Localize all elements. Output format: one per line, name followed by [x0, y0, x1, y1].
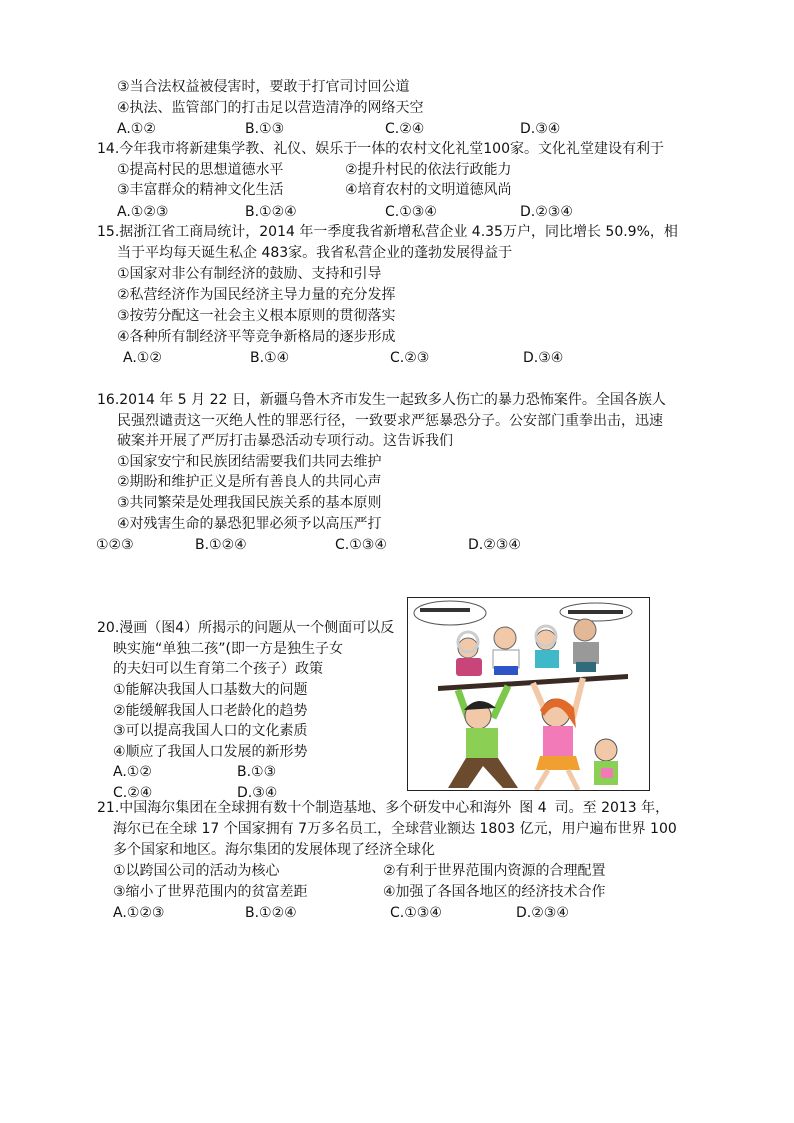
question-stem: 当于平均每天诞生私企 483家。我省私营企业的蓬勃发展得益于	[117, 245, 513, 261]
option-statement: ①国家安宁和民族团结需要我们共同去维护	[117, 454, 382, 470]
answer-choice-a: ①②③	[96, 537, 134, 553]
question-stem: 映实施“单独二孩”(即一方是独生子女	[113, 641, 343, 657]
option-statement: ④对残害生命的暴恐犯罪必须予以高压严打	[117, 516, 382, 532]
answer-choice-a: A.①②③	[117, 204, 169, 220]
answer-choice-c: C.②④	[385, 121, 425, 137]
question-stem: 司。至 2013 年，	[554, 800, 670, 816]
option-statement: ②私营经济作为国民经济主导力量的充分发挥	[117, 287, 396, 303]
figure-caption: 图 4	[519, 800, 547, 816]
option-statement: ④执法、监管部门的打击足以营造清净的网络天空	[117, 100, 424, 116]
option-statement: ①提高村民的思想道德水平	[117, 162, 284, 178]
speech-bubble	[414, 601, 486, 625]
question-stem: 20.漫画（图4）所揭示的问题从一个侧面可以反	[97, 620, 395, 636]
speech-scribble	[568, 610, 623, 614]
question-stem: 的夫妇可以生育第二个孩子）政策	[113, 661, 323, 677]
option-statement: ②有利于世界范围内资源的合理配置	[383, 863, 606, 879]
option-statement: ④顺应了我国人口发展的新形势	[113, 744, 308, 760]
answer-choice-b: B.①②④	[245, 204, 297, 220]
question-stem: 21.中国海尔集团在全球拥有数十个制造基地、多个研发中心和海外	[97, 800, 512, 816]
answer-choice-c: C.①③④	[390, 905, 442, 921]
question-stem: 海尔已在全球 17 个国家拥有 7万多名员工，全球营业额达 1803 亿元，用户遍布世界 100	[113, 821, 677, 837]
answer-choice-c: C.①③④	[335, 537, 387, 553]
answer-choice-b: B.①③	[237, 764, 277, 780]
option-statement: ①国家对非公有制经济的鼓励、支持和引导	[117, 266, 382, 282]
answer-choice-a: A.①②	[123, 350, 162, 366]
question-stem: 15.据浙江省工商局统计，2014 年一季度我省新增私营企业 4.35万户，同比增长 50.9%，相	[97, 224, 678, 240]
option-statement: ④加强了各国各地区的经济技术合作	[383, 884, 606, 900]
option-statement: ③共同繁荣是处理我国民族关系的基本原则	[117, 495, 382, 511]
question-stem: 16.2014 年 5 月 22 日，新疆乌鲁木齐市发生一起致多人伤亡的暴力恐怖案件。全国各族人	[97, 392, 666, 408]
answer-choice-d: D.②③④	[468, 537, 521, 553]
question-stem: 多个国家和地区。海尔集团的发展体现了经济全球化	[113, 842, 435, 858]
option-statement: ①能解决我国人口基数大的问题	[113, 682, 308, 698]
answer-choice-a: A.①②	[117, 121, 156, 137]
option-statement: ②期盼和维护正义是所有善良人的共同心声	[117, 474, 382, 490]
question-stem: 破案并开展了严厉打击暴恐活动专项行动。这告诉我们	[117, 433, 453, 449]
option-statement: ③可以提高我国人口的文化素质	[113, 723, 308, 739]
cartoon-illustration	[408, 598, 650, 791]
option-statement: ③缩小了世界范围内的贫富差距	[113, 884, 308, 900]
option-statement: ①以跨国公司的活动为核心	[113, 863, 280, 879]
answer-choice-a: A.①②	[113, 764, 152, 780]
question-stem: 14.今年我市将新建集学教、礼仪、娱乐于一体的农村文化礼堂100家。文化礼堂建设有利于	[97, 141, 664, 157]
answer-choice-c: C.②③	[390, 350, 430, 366]
cartoon-figure-4	[407, 597, 650, 791]
option-statement: ②提升村民的依法行政能力	[345, 162, 512, 178]
answer-choice-c: C.②④	[113, 785, 153, 801]
answer-choice-d: D.③④	[237, 785, 278, 801]
option-statement: ④各种所有制经济平等竞争新格局的逐步形成	[117, 329, 396, 345]
answer-choice-d: D.②③④	[520, 204, 573, 220]
answer-choice-d: D.③④	[520, 121, 561, 137]
option-statement: ④培育农村的文明道德风尚	[345, 182, 512, 198]
answer-choice-b: B.①②④	[195, 537, 247, 553]
answer-choice-b: B.①③	[245, 121, 285, 137]
option-statement: ③丰富群众的精神文化生活	[117, 182, 284, 198]
question-stem: 民强烈谴责这一灭绝人性的罪恶行径，一致要求严惩暴恐分子。公安部门重拳出击，迅速	[117, 413, 663, 429]
answer-choice-d: D.③④	[523, 350, 564, 366]
answer-choice-c: C.①③④	[385, 204, 437, 220]
option-statement: ③按劳分配这一社会主义根本原则的贯彻落实	[117, 308, 396, 324]
question-21-first-line	[97, 799, 669, 817]
answer-choice-b: B.①②④	[245, 905, 297, 921]
option-statement: ③当合法权益被侵害时，要敢于打官司讨回公道	[117, 79, 410, 95]
speech-scribble	[420, 608, 470, 612]
answer-choice-a: A.①②③	[113, 905, 165, 921]
answer-choice-b: B.①④	[250, 350, 290, 366]
option-statement: ②能缓解我国人口老龄化的趋势	[113, 703, 308, 719]
answer-choice-d: D.②③④	[516, 905, 569, 921]
